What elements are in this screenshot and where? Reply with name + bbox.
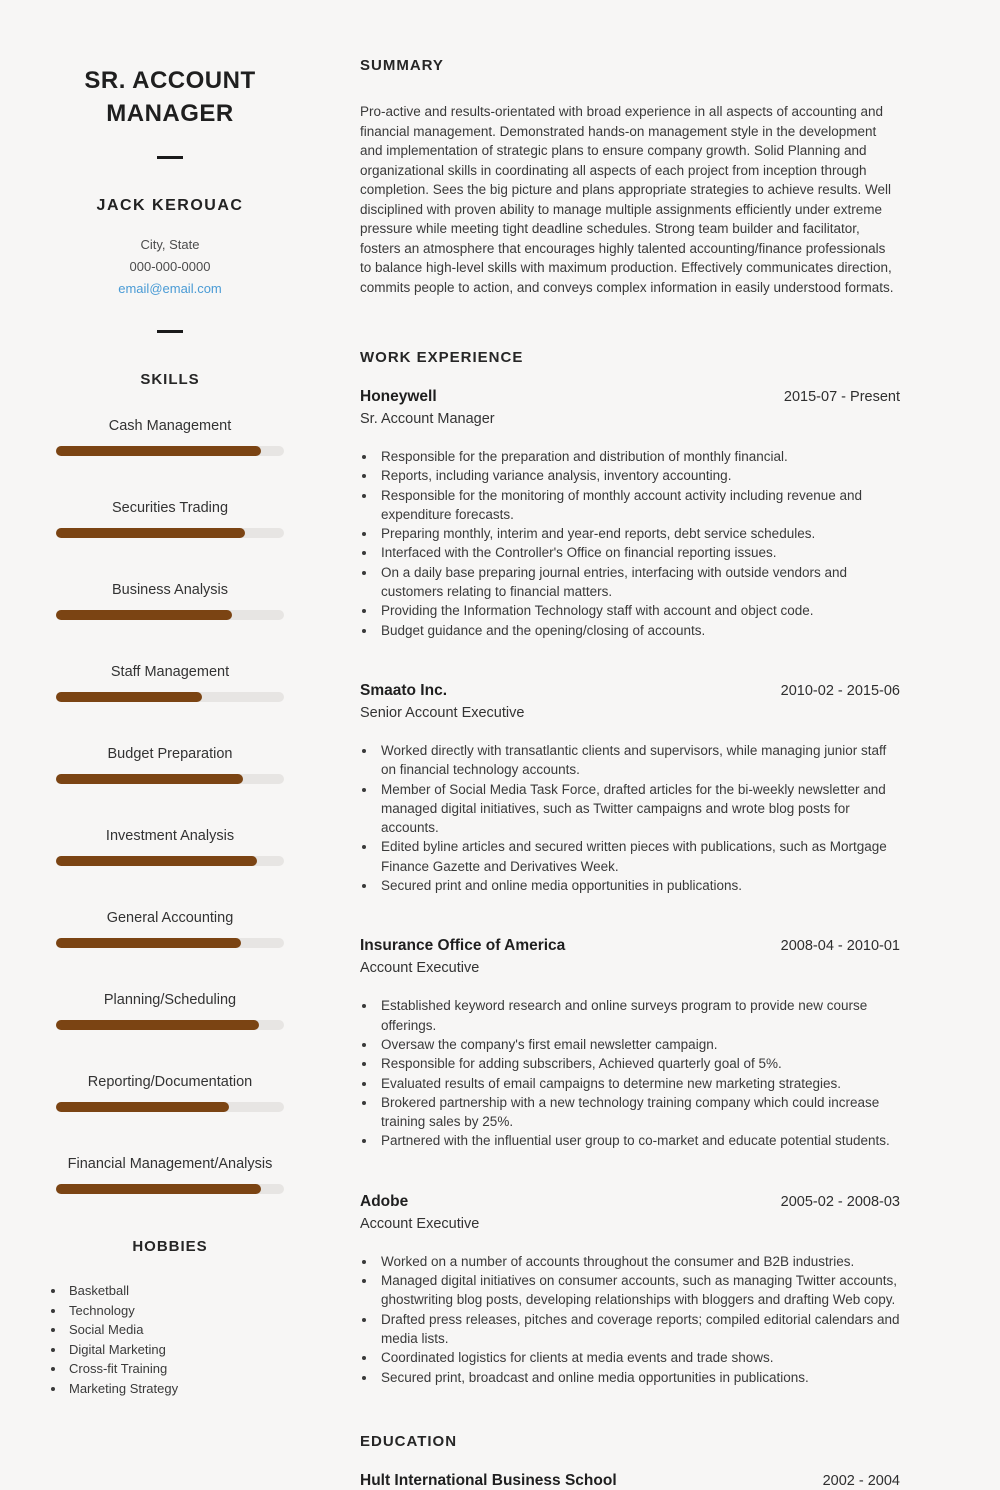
job-entry-header (360, 388, 900, 406)
hobby-item: • Social Media (66, 1320, 340, 1340)
skill-bar-fill (56, 1184, 261, 1194)
skill-bar-track (56, 692, 284, 702)
hobby-item: • Cross-fit Training (66, 1359, 340, 1379)
skill-bar-fill (56, 528, 245, 538)
main-column (340, 0, 1000, 1489)
skill-label: Planning/Scheduling (103, 992, 237, 1008)
skill-bar-track (56, 938, 284, 948)
location-text: City, State (140, 237, 200, 252)
person-name: JACK KEROUAC (96, 197, 244, 214)
job-bullet: • Worked directly with transatlantic clients and supervisors, while managing junior staff on financial technology accounts. (377, 741, 900, 780)
skill-label: Securities Trading (111, 500, 229, 516)
job-bullet: • Managed digital initiatives on consumer accounts, such as managing Twitter accounts, ghostwriting blog posts, developing relationships with bloggers and drafting Web copy. (377, 1271, 900, 1310)
skill-bar-track (56, 856, 284, 866)
skill-bar-fill (56, 856, 257, 866)
company-name: Honeywell (360, 388, 437, 405)
job-bullet: • Established keyword research and online surveys program to provide new course offerings. (377, 996, 900, 1035)
skill-bar-track (56, 1102, 284, 1112)
hobbies-heading: HOBBIES (132, 1238, 208, 1255)
work-experience-heading: WORK EXPERIENCE (360, 349, 524, 366)
job-bullet: • Oversaw the company's first email newsletter campaign. (377, 1035, 900, 1054)
skill-bar-track (56, 774, 284, 784)
job-bullet: • On a daily base preparing journal entries, interfacing with outside vendors and customers relating to financial matters. (377, 563, 900, 602)
skill-label: Investment Analysis (105, 828, 235, 844)
job-entry (360, 682, 900, 895)
education-entry (360, 1472, 900, 1490)
hobby-item: • Marketing Strategy (66, 1379, 340, 1399)
job-bullet: • Responsible for the monitoring of monthly account activity including revenue and expenditure forecasts. (377, 486, 900, 525)
contact-block (0, 234, 340, 300)
skill-bar-fill (56, 692, 202, 702)
skill-bar-fill (56, 610, 232, 620)
skill-label: Cash Management (108, 418, 232, 434)
hobby-item: • Technology (66, 1301, 340, 1321)
divider (157, 156, 183, 159)
job-bullet: • Reports, including variance analysis, inventory accounting. (377, 466, 900, 485)
company-name: Smaato Inc. (360, 681, 447, 699)
job-entry (360, 388, 900, 640)
skill-item (0, 1156, 340, 1194)
summary-text: Pro-active and results-orientated with broad experience in all aspects of accounting and financial management. Demonstrated hands-on management style in the development and implementation of strategic plans to ensure company growth. Solid Planning and organizational skills in coordinating all aspects of each project from inception through completion. Sees the big picture and plans appropriate strategies to achieve results. Well disciplined with proven ability to manage multiple assignments efficiently under extreme pressure while meeting tight deadline schedules. Strong team builder and facilitator, fosters an atmosphere that encourages highly talented accounting/finance professionals to balance high-level skills with maximum production. Effectively communicates direction, commits people to action, and conveys complex information in easily understood formats. (360, 104, 894, 295)
phone-text: 000-000-0000 (129, 259, 211, 274)
job-bullet-list (360, 996, 900, 1150)
job-bullet-list (360, 1252, 900, 1387)
job-role: Account Executive (360, 1215, 480, 1232)
job-bullet: • Providing the Information Technology staff with account and object code. (377, 601, 900, 620)
skill-label: General Accounting (106, 910, 234, 926)
job-bullet: • Brokered partnership with a new technology training company which could increase training sales by 25%. (377, 1093, 900, 1132)
skill-bar-fill (56, 1020, 259, 1030)
job-bullet: • Secured print, broadcast and online media opportunities in publications. (377, 1368, 900, 1387)
job-role: Account Executive (360, 960, 480, 977)
job-entry (360, 1193, 900, 1387)
skill-item (0, 500, 340, 538)
job-role: Senior Account Executive (360, 704, 525, 721)
skill-item (0, 746, 340, 784)
job-bullet: • Coordinated logistics for clients at media events and trade shows. (377, 1348, 900, 1367)
education-entry-header (360, 1472, 900, 1490)
job-bullet: • Edited byline articles and secured written pieces with publications, such as Mortgage Finance Gazette and Derivatives Week. (377, 837, 900, 876)
job-bullet: • Drafted press releases, pitches and coverage reports; compiled editorial calendars and media lists. (377, 1310, 900, 1349)
job-bullet: • Evaluated results of email campaigns to determine new marketing strategies. (377, 1074, 900, 1093)
skill-item (0, 418, 340, 456)
skill-item (0, 910, 340, 948)
job-dates: 2008-04 - 2010-01 (780, 938, 900, 955)
job-entry-header (360, 1193, 900, 1211)
education-heading: EDUCATION (360, 1432, 458, 1450)
hobby-item: • Basketball (66, 1281, 340, 1301)
job-entry (360, 937, 900, 1150)
skill-bar-track (56, 610, 284, 620)
job-dates: 2010-02 - 2015-06 (780, 682, 900, 699)
job-role: Sr. Account Manager (360, 411, 495, 427)
job-bullet: • Responsible for adding subscribers, Achieved quarterly goal of 5%. (377, 1054, 900, 1073)
job-entry-header (360, 937, 900, 955)
skill-label: Reporting/Documentation (87, 1074, 253, 1090)
job-bullet-list (360, 741, 900, 895)
skill-item (0, 1074, 340, 1112)
job-entry-header (360, 682, 900, 700)
summary-heading: SUMMARY (360, 57, 444, 74)
job-title: SR. ACCOUNT MANAGER (84, 67, 256, 127)
email-link[interactable]: email@email.com (118, 281, 222, 296)
divider (157, 330, 183, 333)
company-name: Insurance Office of America (360, 937, 566, 955)
job-bullet-list (360, 447, 900, 640)
skill-item (0, 828, 340, 866)
sidebar (0, 0, 340, 1410)
skills-heading: SKILLS (140, 371, 200, 388)
skill-item (0, 992, 340, 1030)
skill-bar-fill (56, 1102, 229, 1112)
skill-label: Financial Management/Analysis (67, 1156, 273, 1172)
skill-bar-track (56, 528, 284, 538)
skill-bar-track (56, 1184, 284, 1194)
skill-item (0, 582, 340, 620)
skill-bar-track (56, 1020, 284, 1030)
skill-label: Staff Management (110, 664, 230, 680)
job-bullet: • Interfaced with the Controller's Office on financial reporting issues. (377, 543, 900, 562)
skill-label: Budget Preparation (107, 746, 233, 762)
job-dates: 2005-02 - 2008-03 (780, 1193, 900, 1210)
job-bullet: • Worked on a number of accounts throughout the consumer and B2B industries. (377, 1252, 900, 1271)
skill-label: Business Analysis (111, 582, 229, 598)
education-dates: 2002 - 2004 (822, 1472, 900, 1489)
skill-bar-fill (56, 774, 243, 784)
skill-bar-fill (56, 938, 241, 948)
company-name: Adobe (360, 1192, 409, 1210)
school-name: Hult International Business School (360, 1471, 617, 1489)
job-bullet: • Member of Social Media Task Force, drafted articles for the bi-weekly newsletter and managed digital initiatives, such as Twitter campaigns and wrote blog posts for accounts. (377, 780, 900, 838)
skill-bar-fill (56, 446, 261, 456)
skill-bar-track (56, 446, 284, 456)
hobby-list (50, 1281, 340, 1398)
job-bullet: • Budget guidance and the opening/closing of accounts. (377, 621, 900, 640)
skill-item (0, 664, 340, 702)
job-dates: 2015-07 - Present (783, 389, 900, 405)
hobby-item: • Digital Marketing (66, 1340, 340, 1360)
job-bullet: • Partnered with the influential user group to co-market and educate potential students. (377, 1131, 900, 1150)
job-bullet: • Responsible for the preparation and distribution of monthly financial. (377, 447, 900, 466)
job-bullet: • Secured print and online media opportunities in publications. (377, 876, 900, 895)
job-bullet: • Preparing monthly, interim and year-end reports, debt service schedules. (377, 524, 900, 543)
